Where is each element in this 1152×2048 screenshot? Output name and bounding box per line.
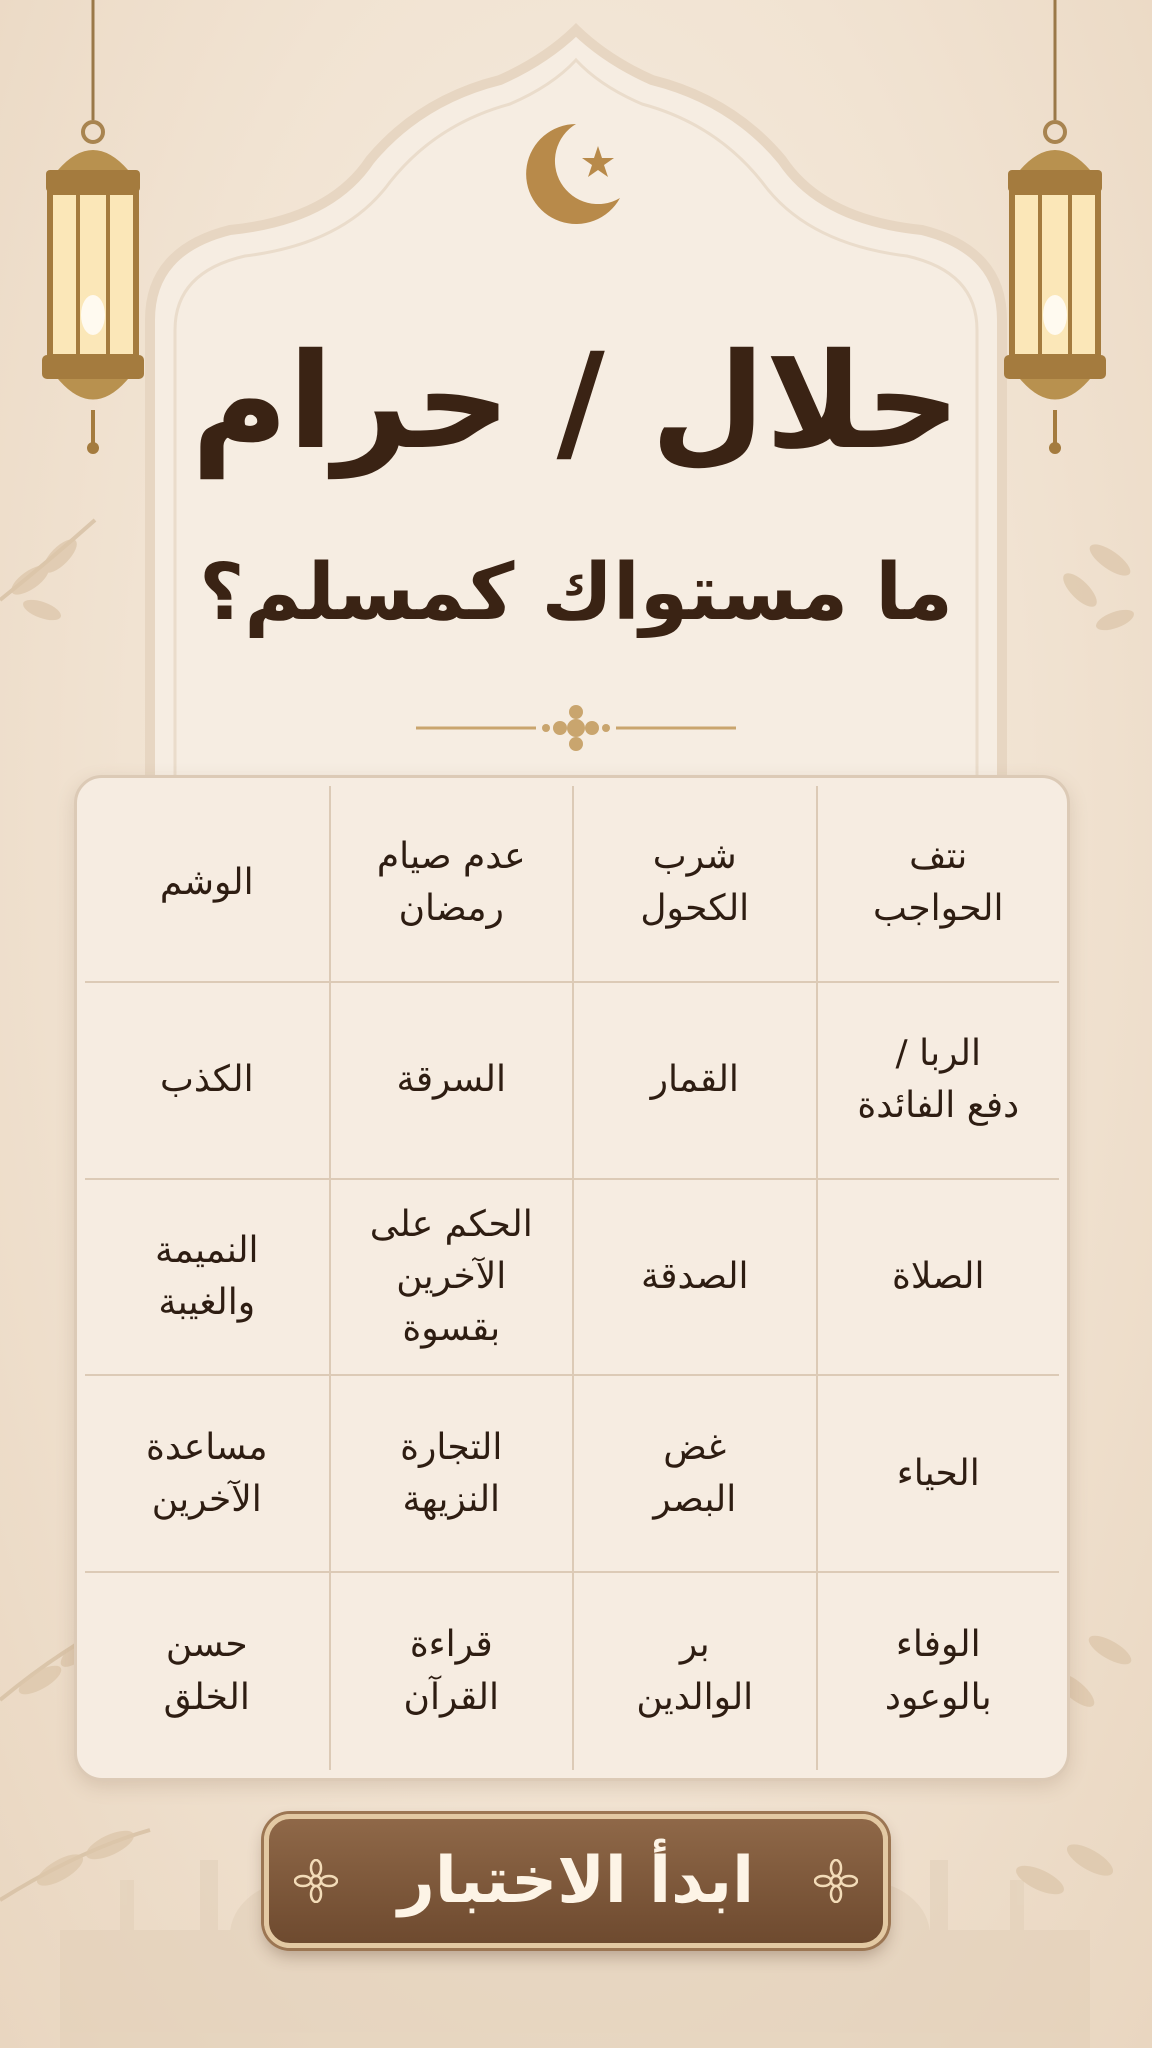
- flower-ornament-icon: [294, 1859, 338, 1903]
- grid-cell[interactable]: مساعدة الآخرين: [85, 1376, 329, 1573]
- grid-cell[interactable]: قراءة القرآن: [329, 1573, 573, 1770]
- ornament-divider-icon: [416, 700, 736, 756]
- grid-cell[interactable]: الحكم على الآخرين بقسوة: [329, 1180, 573, 1377]
- grid-cell[interactable]: التجارة النزيهة: [329, 1376, 573, 1573]
- grid-cell[interactable]: شرب الكحول: [572, 786, 816, 983]
- grid-cell[interactable]: الربا / دفع الفائدة: [816, 983, 1060, 1180]
- grid-cell[interactable]: حسن الخلق: [163, 1624, 250, 1718]
- start-button-label: ابدأ الاختبار: [398, 1844, 754, 1918]
- grid-cell[interactable]: الوفاء بالوعود: [816, 1573, 1060, 1770]
- grid-cell[interactable]: غض البصر: [572, 1376, 816, 1573]
- grid-cell[interactable]: الحياء: [816, 1376, 1060, 1573]
- start-quiz-button[interactable]: [264, 1814, 888, 1948]
- grid-cell[interactable]: النميمة والغيبة: [85, 1180, 329, 1377]
- grid-cell[interactable]: نتف الحواجب: [816, 786, 1060, 983]
- grid-cell[interactable]: القمار: [572, 983, 816, 1180]
- grid-cell[interactable]: بر الوالدين: [572, 1573, 816, 1770]
- page-subtitle: ما مستواك كمسلم؟: [199, 548, 953, 638]
- flower-ornament-icon: [814, 1859, 858, 1903]
- bingo-grid: [85, 786, 1059, 1770]
- grid-cell[interactable]: عدم صيام رمضان: [329, 786, 573, 983]
- page-title: حلال / حرام: [191, 325, 961, 479]
- grid-cell[interactable]: السرقة: [329, 983, 573, 1180]
- grid-cell[interactable]: الكذب: [85, 983, 329, 1180]
- grid-cell[interactable]: الوشم: [85, 786, 329, 983]
- grid-cell[interactable]: الصلاة: [816, 1180, 1060, 1377]
- grid-cell[interactable]: الصدقة: [572, 1180, 816, 1377]
- crescent-star-icon: [520, 118, 632, 230]
- bingo-grid-card: [74, 775, 1070, 1781]
